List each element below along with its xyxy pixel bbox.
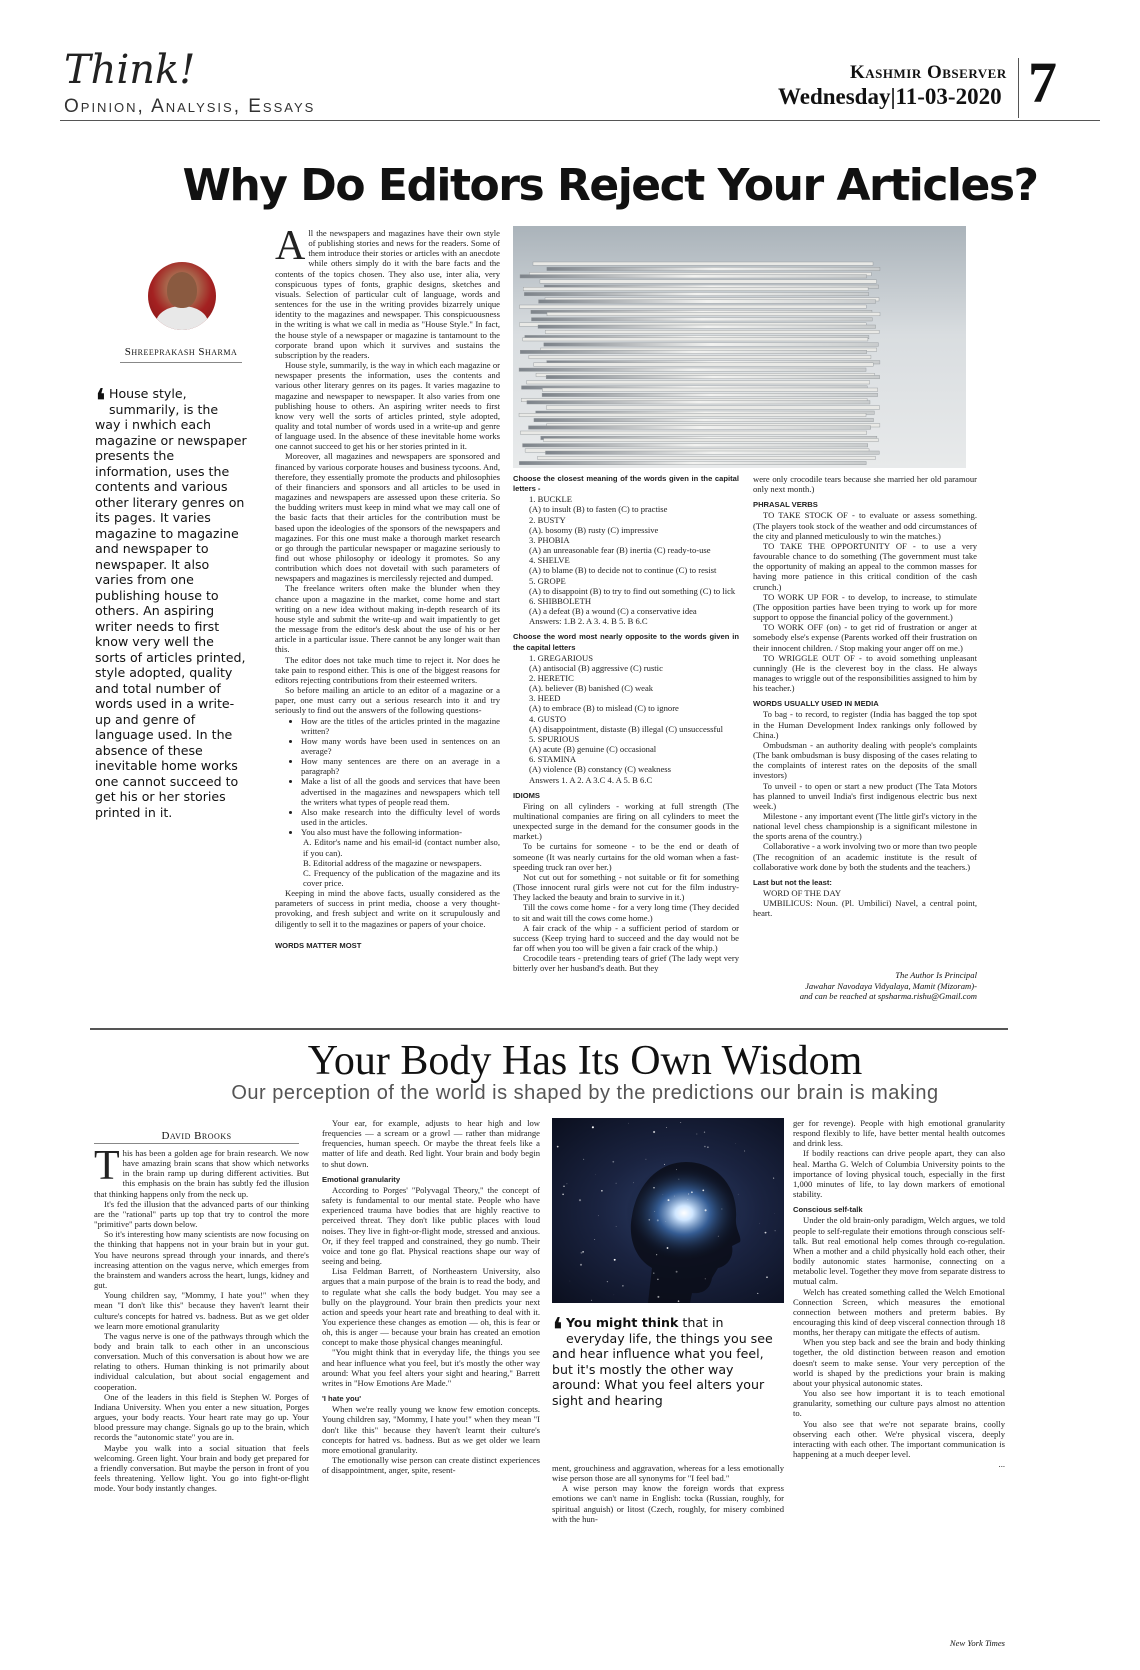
paragraph: Moreover, all magazines and newspapers are sponsored and financed by various corporate houses and business tycoons. And, therefore, they essentially promote the products and philosophies of their financiers and sponsors and all articles to be used in magazines and newspapers are assessed upon these criteria. So the budding writers must keep in mind what we may call one of the basic facts that their articles for the contribution must be based upon the ideologies of the sponsors of the newspapers and magazines. For this one must make a thorough market research or go through the particular newspaper or magazine seriously to find out whose philosophy or ideology it promotes. So any contribution which does not dovetail with such parameters of newspapers and magazines is mercilessly rejected and dumped. [275, 451, 500, 584]
star [735, 1143, 736, 1144]
newspaper-sheet [538, 456, 876, 459]
article2-subheadline: Our perception of the world is shaped by the predictions our brain is making [231, 1082, 939, 1104]
subheading: Choose the word most nearly opposite to the words given in the capital letters [513, 632, 739, 652]
vocab-line: (A). believer (B) banished (C) weak [529, 683, 654, 694]
star [656, 1254, 657, 1255]
word-of-day: UMBILICUS: Noun. (Pl. Umbilici) Navel, a central point, heart. [753, 898, 977, 919]
list-item: • Make a list of all the goods and services that have been advertised in the magazines and newspapers which tell the writers what types of people read them. [301, 776, 500, 806]
idiom: Not cut out for something - not suitable or fit for something (Those innocent rural girls were not cut for the film industry- They lacked the beauty and brain to survive in it.) [513, 871, 739, 903]
author-note-line: and can be reached at spsharma.rishu@Gmail.com [799, 991, 977, 1001]
newspaper-sheet [534, 418, 874, 421]
star [718, 1236, 719, 1237]
article1-byline: Shreeprakash Sharma [124, 346, 238, 358]
star [744, 1150, 745, 1151]
star [570, 1281, 571, 1282]
drop-cap: A [275, 223, 306, 269]
author-note-line: The Author Is Principal [895, 970, 977, 980]
paragraph: It's fed the illusion that the advanced parts of our thinking are the "rational" parts up top that try to control the more "primitive" parts down below. [94, 1198, 309, 1230]
word-of-day-label: WORD OF THE DAY [763, 888, 842, 899]
paragraph: were only crocodile tears because she married her old paramour only next month.) [753, 474, 977, 495]
author-note-line: Jawahar Navodaya Vidyalaya, Mamit (Mizoram)- [805, 980, 977, 991]
star [657, 1219, 659, 1221]
media-word: Collaborative - a work involving two or more than two people (The recognition of an academic institute is the result of collaborative work done by both the students and the teachers.) [753, 841, 977, 872]
vocab-line: 1. GREGARIOUS [529, 652, 593, 663]
star [691, 1191, 693, 1193]
vocab-line: (A) a defeat (B) a wound (C) a conservative idea [529, 606, 697, 617]
paragraph: When you step back and see the brain and body thinking together, the old distinction between reason and emotion doesn't seem to make sense. Your very perception of the world is shaped by the predictions your brain is making about your physical autonomic states. [793, 1337, 1005, 1388]
star [562, 1193, 564, 1195]
idiom: Firing on all cylinders - working at full strength (The multinational companies are firing on all cylinders to meet the unexpected surge in the demand for the consumer goods in the market.) [513, 800, 739, 842]
vocab-line: 4. GUSTO [529, 713, 567, 724]
paragraph: The editor does not take much time to reject it. Nor does he take pain to respond either. This is one of the biggest reasons for editors rejecting contributions from their esteemed writers. [275, 654, 500, 685]
article1-lead-paragraph [275, 223, 500, 360]
newspaper-sheet [520, 431, 866, 434]
idiom: Till the cows come home - for a very long time (They decided to sit and wait till the cows come home.) [513, 902, 739, 923]
drop-cap: T [94, 1143, 120, 1189]
vocab-line: 3. HEED [529, 693, 561, 704]
list-item: • How many words have been used in sentences on an average? [301, 736, 500, 756]
paragraph: One of the leaders in this field is Stephen W. Porges of Indiana University. When you enter a new situation, Porges argues, your body reacts. Your heart rate may go up. Your blood pressure may change. Signals go up to the brain, which records the "autonomic state" you are in. [94, 1391, 309, 1443]
paragraph: Keeping in mind the above facts, usually considered as the parameters of success in print media, choose a very thought-provoking, and fresh subject and write on it scrupulously and diligently to sell it to the magazines or papers of your choice. [275, 888, 500, 929]
article2-headline: Your Body Has Its Own Wisdom [307, 1038, 863, 1084]
newspaper-sheet [547, 312, 880, 315]
newspaper-sheet [539, 300, 876, 303]
star [653, 1187, 654, 1188]
masthead-divider [1018, 58, 1019, 118]
star [616, 1226, 617, 1227]
byline-rule [120, 362, 242, 363]
vocab-list-1 [513, 494, 739, 626]
vocab-line: (A) disappointment, distaste (B) illegal (C) unsuccessful [529, 723, 724, 734]
star [645, 1159, 646, 1160]
newspaper-stack-illustration [513, 226, 966, 468]
star [676, 1169, 677, 1170]
article1-headline: Why Do Editors Reject Your Articles? [182, 160, 1038, 211]
star [765, 1232, 767, 1234]
star [649, 1219, 651, 1221]
vocab-list-2 [513, 653, 739, 785]
subheading: 'I hate you' [322, 1394, 362, 1404]
star [582, 1251, 583, 1252]
newspaper-sheet [531, 318, 872, 321]
star [657, 1296, 659, 1298]
vocab-line: 4. SHELVE [529, 555, 570, 566]
star [704, 1146, 706, 1148]
vocab-line: (A) to blame (B) to decide not to continue (C) to resist [529, 565, 717, 576]
vocab-line: 6. STAMINA [529, 754, 577, 765]
article2-column-2 [322, 1118, 540, 1475]
subheading: Last but not the least: [753, 877, 832, 887]
list-item: • You also must have the following information- [301, 827, 500, 837]
star [757, 1293, 758, 1294]
star [557, 1146, 559, 1148]
subheading: PHRASAL VERBS [753, 500, 818, 510]
star [688, 1194, 689, 1195]
pull-quote-lead: You might think [565, 1315, 679, 1330]
newspaper-sheet [520, 305, 867, 308]
newspaper-sheet [545, 330, 879, 333]
newspaper-sheet [524, 292, 868, 295]
star [775, 1230, 776, 1231]
article2-lead-paragraph [94, 1143, 309, 1199]
vocab-line: 3. PHOBIA [529, 534, 570, 545]
list-item: • How are the titles of the articles printed in the magazine written? [301, 716, 500, 736]
star [614, 1259, 616, 1261]
byline-rule [94, 1143, 299, 1144]
sub-item: B. Editorial address of the magazine or newspapers. [303, 857, 482, 868]
vocab-line: 5. GROPE [529, 575, 566, 586]
phrasal-verb: TO TAKE STOCK OF - to evaluate or assess something. (The players took stock of the weather and odd circumstances of the city and planned meticulously to win the matches.) [753, 510, 977, 541]
paragraph: Your ear, for example, adjusts to hear high and low frequencies — a scream or a growl — rather than midrange frequencies, human speech. Or maybe the threat feels like a matter of life and death. Red light. Your brain and body begin to shut down. [322, 1118, 540, 1169]
phrasal-verb: TO TAKE THE OPPORTUNITY OF - to use a very favourable chance to do something (The government must take the opportunity of making an appeal to the common masses for having more patience in this critical condition of the cash crunch.) [753, 540, 977, 592]
star [583, 1159, 584, 1160]
article2-column-4 [793, 1118, 1005, 1469]
paragraph: You also see that we're not separate brains, coolly observing each other. We're physical viscera, deeply interacting with each other. The important communication is happening at a much deeper level. [793, 1418, 1005, 1459]
newspaper-sheet [533, 262, 873, 265]
star [653, 1272, 654, 1273]
article2-source: New York Times [949, 1638, 1005, 1648]
star [566, 1183, 567, 1184]
phrasal-verb: TO WORK UP FOR - to develop, to increase, to stimulate (The opposition parties have been trying to work up for more support to oppose the financial policy of the government.) [753, 591, 977, 623]
vocab-line: (A) to disappoint (B) to try to find out something (C) to lick [529, 585, 736, 596]
star [738, 1194, 739, 1195]
newspaper-sheet [520, 350, 866, 353]
newspaper-sheet [523, 444, 868, 447]
star [633, 1183, 634, 1184]
paper-name: Kashmir Observer [850, 62, 1007, 83]
vocab-line: Answers 1. A 2. A 3.C 4. A 5. B 6.C [529, 774, 653, 785]
article-divider [90, 1028, 1008, 1030]
star [680, 1122, 681, 1123]
newspaper-sheet [523, 287, 868, 290]
vocab-line: (A) antisocial (B) aggressive (C) rustic [529, 662, 663, 673]
paragraph: House style, summarily, is the way in which each magazine or newspaper presents the information, uses the contents and various other literary genres on its pages. It varies magazine to magazine and newspaper to newspaper. It also varies from one publishing house to others. An aspiring writer needs to first know very well the sorts of articles printed, style adopted, quality and total number of words used in a write-up and genre of language used. In the absence of these inevitable home works one cannot succeed to get his or her stories printed in it. [275, 360, 500, 452]
newspaper-sheet [519, 461, 866, 464]
pull-quote-text: House style, summarily, is the way i nwhich each magazine or newspaper presents the information, uses the contents and various other literary genres on its pages. It varies magazine to magazine and newspaper to newspaper. It also varies from one publishing house to others. An aspiring writer needs to first know very well the sorts of articles printed, style adopted, quality and total number of words used in a write-up and genre of language used. In the absence of these inevitable home works one cannot succeed to get his or her stories printed in it. [95, 386, 247, 820]
article2-column-1 [94, 1143, 309, 1494]
author-photo-face [167, 272, 197, 308]
star [591, 1125, 592, 1126]
newspaper-sheet [534, 363, 874, 366]
vocab-line: (A) to insult (B) to fasten (C) to practise [529, 504, 668, 515]
paragraph: "You might think that in everyday life, the things you see and hear influence what you feel, but it's mostly the other way around: What you feel alters your sight and hearing," Barrett writes in "How Emotions Are Made." [322, 1347, 540, 1388]
star [581, 1252, 583, 1254]
star [773, 1178, 774, 1179]
section-subtitle: Opinion, Analysis, Essays [64, 96, 316, 117]
vocab-line: Answers: 1.B 2. A 3. 4. B 5. B 6.C [529, 616, 648, 627]
paragraph: When we're really young we know few emotion concepts. Young children say, "Mommy, I hate you!" when they mean "I don't like this" because they haven't learnt their culture's concepts for hatred vs. badness. But as we get older we learn more emotional granularity. [322, 1404, 540, 1455]
subheading: IDIOMS [513, 790, 541, 800]
question-list [275, 716, 500, 838]
star [580, 1264, 582, 1266]
newspaper-sheet [520, 275, 866, 278]
vocab-line: 6. SHIBBOLETH [529, 595, 592, 606]
section-title: Think! [64, 47, 196, 93]
star [616, 1183, 617, 1184]
star [666, 1127, 667, 1128]
media-word: To bag - to record, to register (India has bagged the top spot in the Human Development Index rankings only followed by China.) [753, 709, 977, 740]
idiom: To be curtains for someone - to be the end or death of someone (It was nearly curtains for the old woman when a fast-speeding truck ran over her.) [513, 841, 739, 872]
paragraph: A wise person may know the foreign words that express emotions we can't name in English: tocka (Russian, roughly, for spiritual anguish) or litost (Czech, roughly, for misery combined with the hun- [552, 1483, 784, 1524]
newspaper-sheet [546, 375, 879, 378]
star [628, 1123, 629, 1124]
star [655, 1211, 656, 1212]
newspaper-sheet [544, 438, 879, 441]
star [688, 1199, 689, 1200]
article2-column-3 [552, 1463, 784, 1524]
vocab-line: (A) acute (B) genuine (C) occasional [529, 744, 657, 755]
sub-item: A. Editor's name and his email-id (contact number also, if you can). [303, 837, 500, 858]
page-number: 7 [1028, 50, 1057, 115]
vocab-line: (A) to embrace (B) to mislead (C) to ignore [529, 703, 679, 714]
paragraph: Young children say, "Mommy, I hate you!" when they mean "I don't like this" because they haven't learnt their culture's concepts for hatred vs. badness. But as we get older we learn more emotional granularity [94, 1290, 309, 1331]
paragraph: Welch has created something called the Welch Emotional Connection Screen, which measures the emotional connection between mothers and preterm babies. By encouraging this kind of deep visceral connection through 18 months, her therapy can mitigate the effects of autism. [793, 1286, 1005, 1338]
media-word: Ombudsman - an authority dealing with people's complaints (The bank ombudsman is busy disposing of the cases relating to the complaints of interest rates on the deposits of the small investors) [753, 739, 977, 781]
subheading: WORDS USUALLY USED IN MEDIA [753, 699, 879, 709]
media-word: To unveil - to open or start a new product (The Tata Motors has planned to unveil India's first indigenous electric bus next week.) [753, 780, 977, 811]
star [704, 1132, 705, 1133]
ellipsis: ... [998, 1459, 1005, 1470]
quote-mark-icon: ❛ [552, 1311, 563, 1351]
article1-pull-quote [95, 382, 247, 820]
quote-mark-icon: ❛ [95, 382, 106, 422]
newspaper-sheet [527, 381, 870, 384]
idiom: Crocodile tears - pretending tears of grief (The lady wept very bitterly over her husband's death. But they [513, 953, 739, 974]
newspaper-sheet [529, 355, 871, 358]
paragraph: Maybe you walk into a social situation that feels welcoming. Green light. Your brain and body get prepared for a friendly conversation. But maybe the person in front of you feels threatening. Yellow light. You go into fight-or-flight mode. Your body instantly changes. [94, 1442, 309, 1494]
phrasal-verb: TO WRIGGLE OUT OF - to avoid something unpleasant cunningly (He is the cleverest boy in the class. He always manages to wriggle out of the responsibilities assigned to him by his teacher.) [753, 652, 977, 694]
author-photo [148, 262, 216, 330]
star [612, 1161, 614, 1163]
subheading: WORDS MATTER MOST [275, 940, 362, 950]
newspaper-sheet [546, 406, 879, 409]
newspaper-sheet [545, 451, 879, 454]
article2-pull-quote [552, 1311, 784, 1408]
phrasal-verb: TO WORK OFF (on) - to get rid of frustration or anger at somebody else's expense (Parents worked off their frustration on their innocent children. / Stop making your anger off on me.) [753, 622, 977, 653]
star [664, 1164, 665, 1165]
star [591, 1300, 592, 1301]
star [707, 1147, 708, 1148]
paragraph: ment, grouchiness and aggravation, whereas for a less emotionally wise person those are all synonyms for "I feel bad." [552, 1463, 784, 1484]
star [766, 1276, 768, 1278]
star [601, 1190, 603, 1192]
author-photo-shirt [156, 306, 208, 330]
issue-date: Wednesday|11-03-2020 [778, 84, 1002, 109]
lead-text: his has been a golden age for brain research. We now have amazing brain scans that show which networks in the brain ramp up during different activities. But this emphasis on the brain has subtly fed the illusion that thinking happens only from the neck up. [94, 1148, 309, 1199]
newspaper-stack-photo [513, 226, 966, 468]
newspaper-sheet [542, 393, 877, 396]
star [622, 1285, 623, 1286]
paragraph: The vagus nerve is one of the pathways through which the body and brain talk to each other in an unconscious conversation. Much of this conversation is about how we are relating to others. Human thinking is not primarily about individual calculation, but about social engagement and cooperation. [94, 1330, 309, 1392]
newspaper-sheet [540, 280, 877, 283]
newspaper-sheet [523, 338, 868, 341]
star [759, 1223, 760, 1224]
paragraph: So it's interesting how many scientists are now focusing on the thinking that happens not in your brain but in your gut. You have neurons spread through your innards, and there's increasing attention on the vagus nerve, which emerges from the brainstem and wanders across the heart, lungs, kidney and gut. [94, 1229, 309, 1291]
paragraph: The freelance writers often make the blunder when they chance upon a magazine in the market, come home and start writing on a new idea without making in-depth research of its house style and submit the write-up and wait impatiently to get the message from the editor's desk about the use of his or her article in a particular issue. There cannot be any longer wait than this. [275, 583, 500, 655]
subheading: Conscious self-talk [793, 1205, 863, 1215]
newspaper-sheet [519, 413, 866, 416]
subheading: Choose the closest meaning of the words given in the capital letters - [513, 474, 739, 494]
star [702, 1190, 704, 1192]
vocab-line: (A) violence (B) constancy (C) weakness [529, 764, 671, 775]
list-item: • How many sentences are there on an average in a paragraph? [301, 756, 500, 776]
newspaper-sheet [544, 343, 879, 346]
paragraph: ger for revenge). People with high emotional granularity respond flexibly to life, have better mental health outcomes and drink less. [793, 1118, 1005, 1149]
masthead-rule [60, 120, 1100, 121]
newspaper-sheet [538, 325, 875, 328]
paragraph: If bodily reactions can drive people apart, they can also heal. Martha G. Welch of Columbia University points to the importance of loving physical touch, especially in the first 1,000 minutes of life, to lay down markers of emotional stability. [793, 1148, 1005, 1200]
star [657, 1279, 658, 1280]
article2-byline: David Brooks [161, 1130, 232, 1142]
paragraph: Under the old brain-only paradigm, Welch argues, we told people to self-regulate their emotions through conscious self-talk. But real emotional help comes through co-regulation. When a mother and a child physically hold each other, their bodily autonomic states harmonise, connecting on a metabolic level. Together they move from separate distress to mutual calm. [793, 1215, 1005, 1287]
paragraph: You also see how important it is to teach emotional granularity, something our culture pays almost no attention to. [793, 1388, 1005, 1419]
star [668, 1199, 670, 1201]
article1-column-1 [275, 223, 500, 951]
author-note [753, 970, 977, 1002]
media-word: Milestone - any important event (The little girl's victory in the national level chess championship is a significant milestone in the sports arena of the country.) [753, 811, 977, 842]
vocab-line: 1. BUCKLE [529, 494, 572, 505]
star [598, 1215, 599, 1216]
pull-quote-text: that in everyday life, the things you see and hear influence what you feel, but it's mostly the other way around: What you feel alters your sight and hearing [552, 1315, 773, 1408]
paragraph: According to Porges' "Polyvagal Theory," the concept of safety is fundamental to our mental state. People who have experienced trauma have bodies that are highly reactive to perceived threat. They don't like public places with loud noises. They live in fight-or-flight mode, stressed and anxious. Or, if they feel trapped and constrained, they go numb. Their voice and tone go flat. Physical reactions shape our way of seeing and being. [322, 1184, 540, 1267]
paragraph: The emotionally wise person can create distinct experiences of disappointment, anger, spite, resent- [322, 1455, 540, 1476]
vocab-line: 2. BUSTY [529, 514, 566, 525]
star [679, 1179, 680, 1180]
star [667, 1247, 669, 1249]
newspaper-sheet [547, 267, 880, 270]
star [592, 1126, 594, 1128]
star [678, 1300, 680, 1302]
star [676, 1271, 678, 1273]
star [607, 1281, 608, 1282]
newspaper-sheet [527, 401, 870, 404]
list-item: • Also make research into the difficulty level of words used in the articles. [301, 807, 500, 827]
idiom: A fair crack of the whip - a sufficient period of stardom or success (Keep trying hard to succeed and the day would not be far off when you too will be given a fair crack of the whip.) [513, 922, 739, 954]
brain-galaxy-image [552, 1118, 784, 1303]
star [563, 1186, 564, 1187]
lead-text: ll the newspapers and magazines have their own style of publishing stories and news for the readers. Some of them introduce their stories or articles with an anecdote while others simply do it with the bare facts and the contents of the topics chosen. They also use, inter alia, very conspicuous types of fonts, graphic designs, sketches and visuals. Selection of particular cult of language, words and sentences for the use in the writing provides bizarrely unique identity to the magazines and newspaper. This conspicuousness in the writing is what we call in media as "House Style." In fact, the house style of a newspaper or magazine is tantamount to the corporate brand upon which it survives and sustains the subscription by the readers. [275, 228, 500, 360]
star [653, 1131, 655, 1133]
newspaper-sheet [542, 388, 877, 391]
newspaper-sheet [529, 426, 871, 429]
star [594, 1239, 595, 1240]
star [705, 1278, 706, 1279]
paragraph: So before mailing an article to an editor of a magazine or a paper, one must carry out a serious research into it and try seriously to find out the answers of the following questions- [275, 685, 500, 716]
star [705, 1209, 707, 1211]
vocab-line: 5. SPURIOUS [529, 733, 580, 744]
star [674, 1196, 675, 1197]
paragraph: Lisa Feldman Barrett, of Northeastern University, also argues that a main purpose of the brain is to read the body, and to regulate what she calls the body budget. You may see a bully on the playground. Your brain then predicts your next action and speeds your heart rate and breathing to deal with it. You experience these changes as emotion — oh, this is fear or oh, this is anger — because your brain has created an emotion concept to make those physical changes meaningful. [322, 1266, 540, 1348]
star [666, 1221, 667, 1222]
newspaper-sheet [519, 368, 866, 371]
subheading: Emotional granularity [322, 1174, 401, 1184]
star [696, 1133, 697, 1134]
article1-column-2 [513, 474, 739, 974]
vocab-line: (A). bosomy (B) rusty (C) impressive [529, 524, 659, 535]
star [579, 1199, 581, 1201]
vocab-line: 2. HERETIC [529, 672, 574, 683]
article1-column-3 [753, 474, 977, 919]
sub-item: C. Frequency of the publication of the magazine and its cover price. [303, 867, 500, 888]
vocab-line: (A) an unreasonable fear (B) inertia (C) ready-to-use [529, 545, 711, 556]
star [721, 1209, 722, 1210]
head-silhouette-illustration [552, 1118, 784, 1303]
